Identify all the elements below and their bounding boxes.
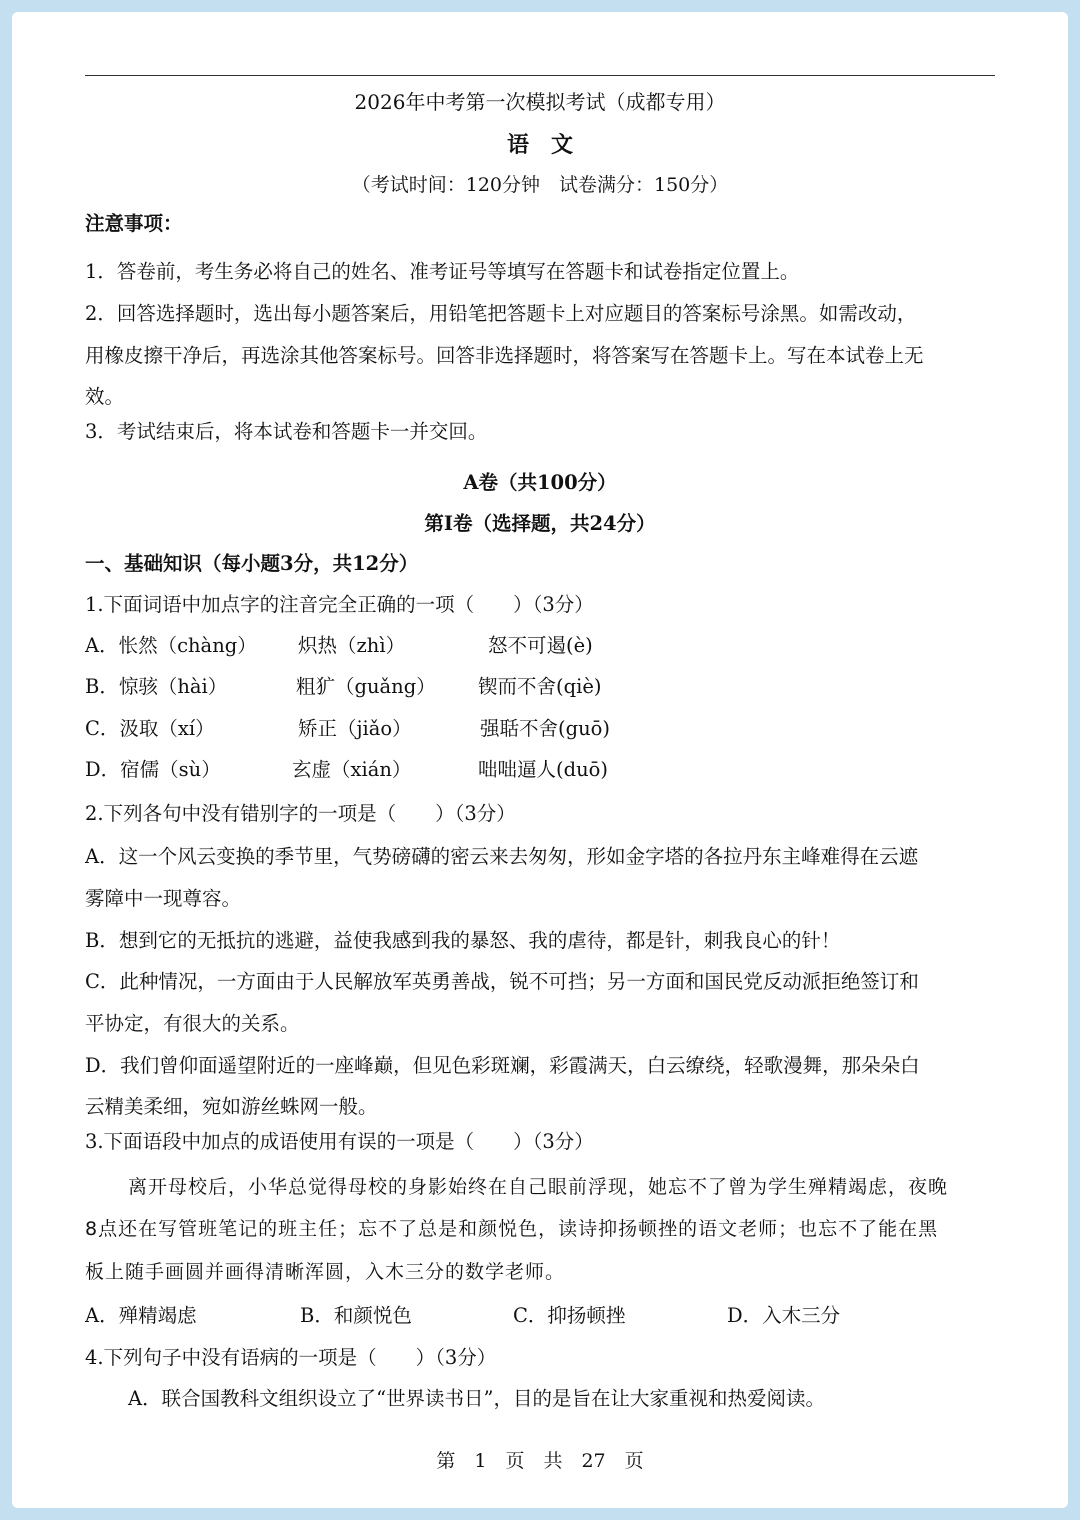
notice-heading: 注意事项： (85, 212, 183, 235)
q4-stem: 4.下列句子中没有语病的一项是（ ）（3分） (85, 1346, 497, 1369)
q2-option-a-line-1: A．这一个风云变换的季节里，气势磅礴的密云来去匆匆，形如金字塔的各拉丹东主峰难得在云遮 (85, 845, 919, 868)
q1-option-d-2: 玄虚（xián） (292, 758, 412, 781)
q4-option-a: A．联合国教科文组织设立了“世界读书日”，目的是旨在让大家重视和热爱阅读。 (128, 1387, 826, 1410)
notice-item-1: 1．答卷前，考生务必将自己的姓名、准考证号等填写在答题卡和试卷指定位置上。 (85, 260, 800, 283)
q3-option-a: A．殚精竭虑 (85, 1304, 197, 1327)
section-part-1: 一、基础知识（每小题3分，共12分） (85, 552, 419, 575)
q1-option-c-1: C．汲取（xí） (85, 717, 215, 740)
notice-item-2-line-1: 2．回答选择题时，选出每小题答案后，用铅笔把答题卡上对应题目的答案标号涂黑。如需改动， (85, 302, 917, 325)
q1-option-d-1: D．宿儒（sù） (85, 758, 221, 781)
q3-passage-line-3: 板上随手画圆并画得清晰浑圆，入木三分的数学老师。 (85, 1261, 566, 1283)
q1-option-b-3: 锲而不舍(qiè) (478, 675, 602, 698)
q2-option-b: B．想到它的无抵抗的逃避，益使我感到我的暴怒、我的虐待，都是针，刺我良心的针！ (85, 929, 841, 952)
q1-option-b-1: B．惊骇（hài） (85, 675, 228, 698)
section-a-volume: A卷（共100分） (463, 471, 617, 494)
q1-option-b-2: 粗犷（guǎng） (296, 675, 436, 698)
q1-option-c-2: 矫正（jiǎo） (298, 717, 412, 740)
page-footer: 第 1 页 共 27 页 (436, 1450, 644, 1472)
section-volume-1: 第Ⅰ卷（选择题，共24分） (424, 512, 656, 535)
q2-option-c-line-2: 平协定，有很大的关系。 (85, 1012, 300, 1035)
q1-option-d-3: 咄咄逼人(duō) (478, 758, 608, 781)
notice-item-2-line-3: 效。 (85, 385, 125, 408)
q3-option-b: B．和颜悦色 (300, 1304, 412, 1327)
q2-option-d-line-2: 云精美柔细，宛如游丝蛛网一般。 (85, 1095, 378, 1118)
q1-option-a-2: 炽热（zhì） (298, 634, 406, 657)
q3-passage-line-1: 离开母校后，小华总觉得母校的身影始终在自己眼前浮现，她忘不了曾为学生殚精竭虑，夜晚 (128, 1176, 949, 1198)
q1-stem: 1.下面词语中加点字的注音完全正确的一项（ ）（3分） (85, 593, 594, 616)
q2-stem: 2.下列各句中没有错别字的一项是（ ）（3分） (85, 802, 516, 825)
q3-option-d: D．入木三分 (727, 1304, 841, 1327)
q2-option-a-line-2: 雾障中一现尊容。 (85, 887, 242, 910)
q2-option-d-line-1: D．我们曾仰面遥望附近的一座峰巅，但见色彩斑斓，彩霞满天，白云缭绕，轻歌漫舞，那朵朵白 (85, 1054, 920, 1077)
exam-title: 2026年中考第一次模拟考试（成都专用） (354, 90, 726, 114)
notice-item-2-line-2: 用橡皮擦干净后，再选涂其他答案标号。回答非选择题时，将答案写在答题卡上。写在本试卷上无 (85, 344, 924, 367)
q3-stem: 3.下面语段中加点的成语使用有误的一项是（ ）（3分） (85, 1130, 594, 1153)
q1-option-a-1: A．怅然（chàng） (85, 634, 257, 657)
subject-title: 语文 (506, 132, 595, 158)
notice-item-3: 3．考试结束后，将本试卷和答题卡一并交回。 (85, 420, 488, 443)
q3-option-c: C．抑扬顿挫 (513, 1304, 626, 1327)
q2-option-c-line-1: C．此种情况，一方面由于人民解放军英勇善战，锐不可挡；另一方面和国民党反动派拒绝签订和 (85, 970, 919, 993)
q1-option-a-3: 怒不可遏(è) (488, 634, 593, 657)
exam-meta: （考试时间：120分钟 试卷满分：150分） (351, 174, 729, 196)
q3-passage-line-2: 8点还在写管班笔记的班主任；忘不了总是和颜悦色，读诗抑扬顿挫的语文老师；也忘不了能在黑 (85, 1218, 939, 1240)
top-rule (85, 75, 995, 76)
q1-option-c-3: 强聒不舍(guō) (480, 717, 610, 740)
